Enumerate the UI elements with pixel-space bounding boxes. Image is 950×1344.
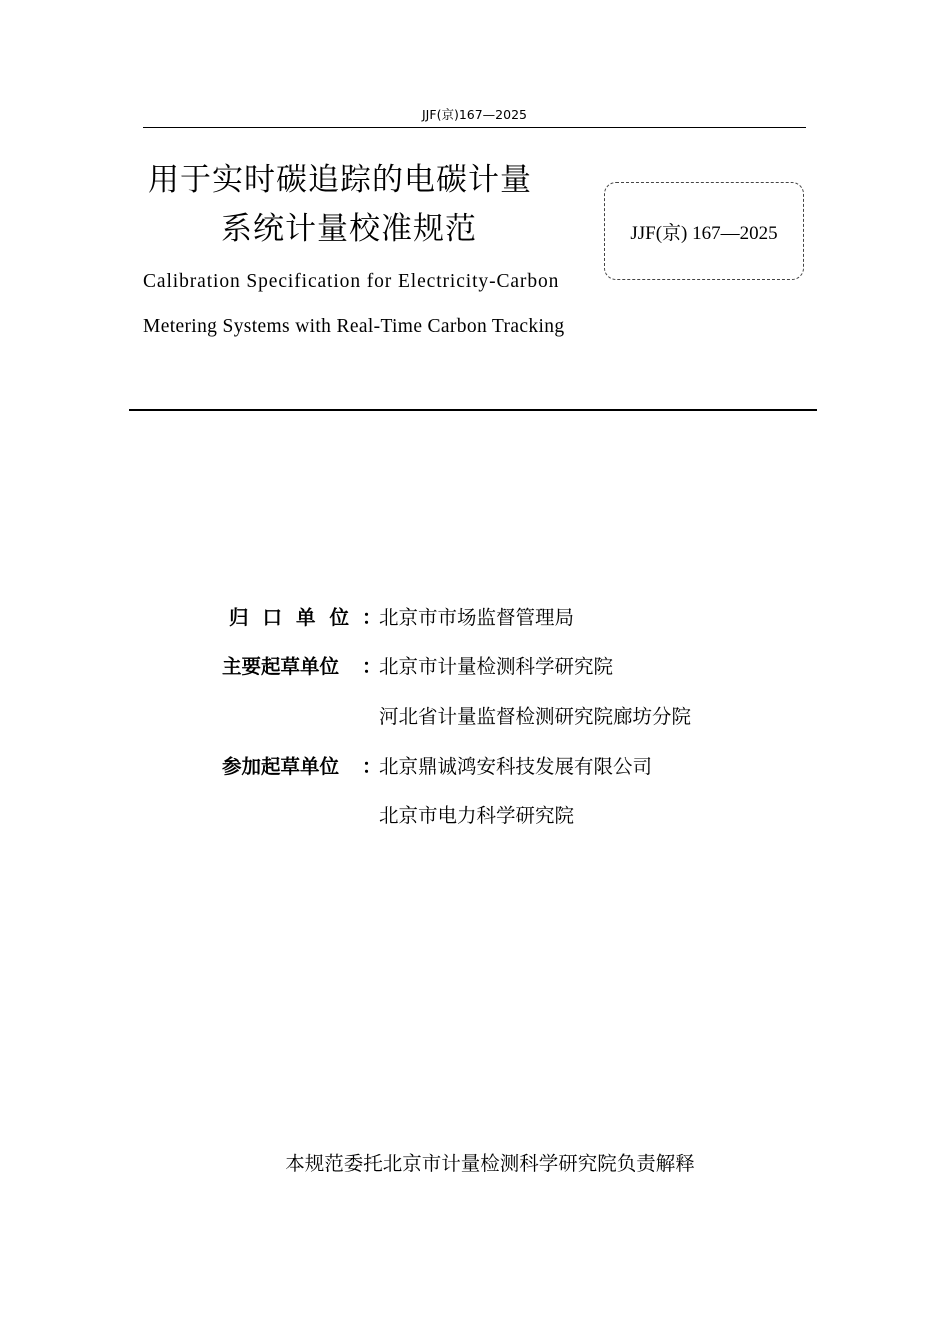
interpretation-note: 本规范委托北京市计量检测科学研究院负责解释 (285, 1152, 695, 1175)
main-drafting-unit-colon: ： (362, 655, 382, 678)
title-en-line1: Calibration Specification for Electricity-Carbon (143, 271, 560, 292)
header-standard-code: JJF(京)167—2025 (422, 107, 527, 122)
standard-code-box (604, 182, 804, 280)
title-en-line2: Metering Systems with Real-Time Carbon Tracking (143, 316, 565, 337)
standard-code-text: JJF(京) 167—2025 (630, 222, 778, 244)
management-unit-label: 归口单位 (229, 606, 364, 629)
main-drafting-unit-2: 河北省计量监督检测研究院廊坊分院 (379, 705, 692, 728)
participating-unit-2: 北京市电力科学研究院 (379, 804, 575, 827)
title-cn-line1: 用于实时碳追踪的电碳计量 (148, 162, 532, 198)
title-divider (129, 409, 817, 411)
management-unit-colon: ： (362, 606, 382, 629)
main-drafting-unit-label: 主要起草单位 (222, 655, 340, 678)
header-divider (143, 127, 806, 128)
participating-unit-1: 北京鼎诚鸿安科技发展有限公司 (379, 755, 653, 778)
main-drafting-unit-1: 北京市计量检测科学研究院 (379, 655, 614, 678)
title-cn-line2: 系统计量校准规范 (221, 211, 477, 247)
management-unit-value: 北京市市场监督管理局 (379, 606, 575, 629)
participating-unit-colon: ： (362, 755, 382, 778)
participating-unit-label: 参加起草单位 (222, 755, 340, 778)
